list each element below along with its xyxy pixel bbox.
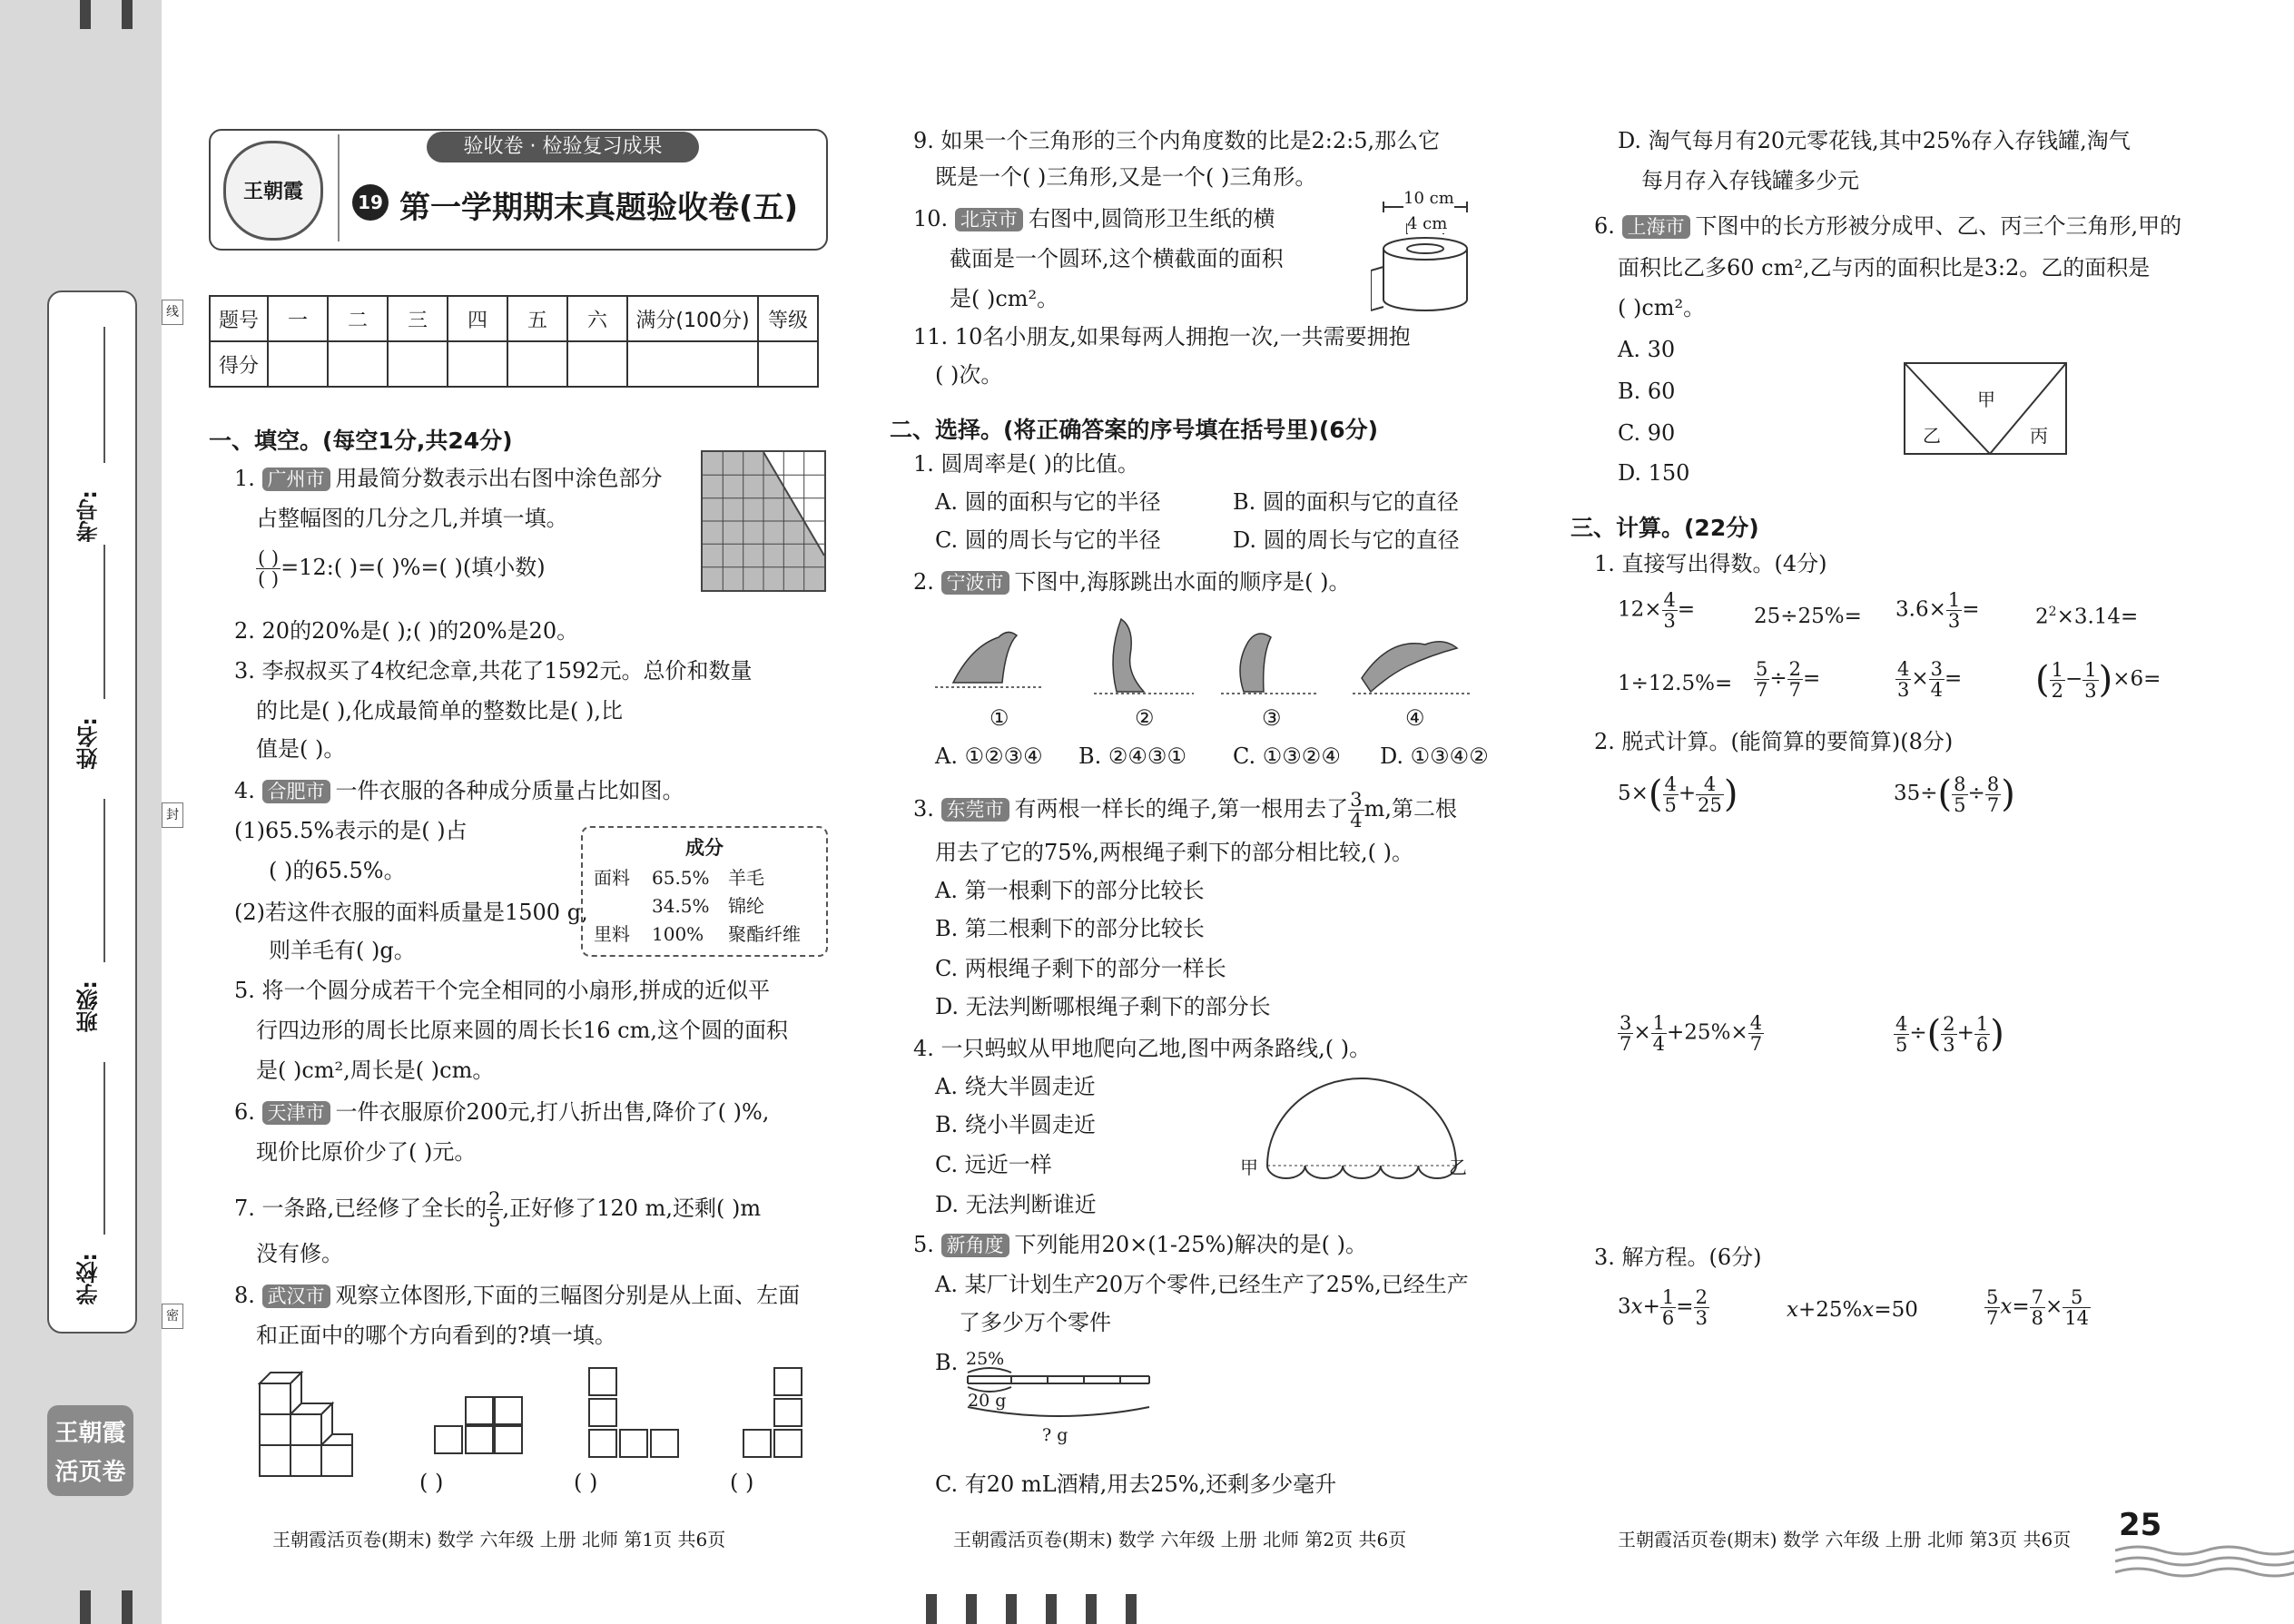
score-cell[interactable] [328,341,388,387]
toilet-roll-figure [1371,189,1480,314]
view-answer-3[interactable]: ( ) [730,1470,754,1495]
city-tag: 东莞市 [941,798,1009,822]
question-number: 8. [234,1283,255,1308]
choice-5-option-a-line-1[interactable]: A. 某厂计划生产20万个零件,已经生产了25%,已经生产 [935,1272,1469,1297]
choice-6-line-2: 面积比乙多60 cm²,乙与丙的面积比是3:2。乙的面积是 [1618,255,2151,281]
shaded-grid-figure [701,450,826,592]
composition-row [594,892,801,920]
calc-item-2[interactable]: 25÷25%= [1754,605,1862,628]
composition-percent: 65.5% [652,867,710,889]
question-number: 6. [1594,213,1615,239]
calc-part-2: 2. 脱式计算。(能简算的要简算)(8分) [1594,729,1954,754]
question-number: 6. [234,1099,255,1125]
inner-diameter-label: 4 cm [1407,214,1448,233]
calc-item-7[interactable]: $\frac{4}{3}$ × $\frac{3}{4}$ = [1897,658,1963,701]
composition-row [594,864,801,892]
solid-figure-svg [256,1367,356,1485]
question-7-line-2: 没有修。 [256,1241,343,1266]
registration-mark [1006,1594,1017,1624]
score-cell[interactable] [758,341,818,387]
semicircle-svg [1262,1075,1471,1184]
logo-text: 王朝霞 [242,181,303,203]
composition-row [594,920,801,949]
view-square [650,1429,679,1458]
question-2: 2. 20的20%是( );( )的20%是20。 [234,618,579,644]
seal-mark-seal: 封 [162,802,183,828]
brand-subtitle: 活页卷 [54,1459,126,1486]
choice-5-option-b[interactable]: B. [935,1350,959,1375]
brand-name: 王朝霞 [54,1420,126,1447]
question-10-line-2: 截面是一个圆环,这个横截面的面积 [950,246,1284,271]
calc-expression-4[interactable]: $\frac{4}{5}$ ÷( $\frac{2}{3}$ + $\frac{1}{6}$ ) [1895,1012,2004,1056]
fraction-numerator: ( ) [258,547,280,569]
choice-3-line-2: 用去了它的75%,两根绳子剩下的部分相比较,( )。 [935,840,1413,865]
view-square [465,1425,494,1454]
view-figure-3 [743,1367,815,1467]
calc-item-1[interactable]: 12× $\frac{4}{3}$ = [1618,589,1696,632]
paper-number-badge: 19 [352,184,389,221]
question-text: m,第二根 [1364,796,1457,822]
choice-6-option-c[interactable]: C. 90 [1618,420,1676,446]
dolphin-label-2: ② [1135,705,1155,731]
choice-4-option-c[interactable]: C. 远近一样 [935,1152,1052,1177]
name-line[interactable] [103,545,105,699]
registration-mark [1086,1594,1097,1624]
choice-3-option-b[interactable]: B. 第二根剩下的部分比较长 [935,916,1205,941]
class-line[interactable] [103,799,105,962]
view-square [494,1425,523,1454]
table-cell: 得分 [210,341,268,387]
choice-4: 4. 一只蚂蚁从甲地爬向乙地,图中两条路线,( )。 [913,1036,1372,1061]
table-header-cell: 满分(100分) [627,296,758,341]
table-header-cell: 四 [448,296,507,341]
registration-mark [926,1594,937,1624]
question-8-line-1 [234,1282,800,1309]
table-header-cell: 三 [388,296,448,341]
total-label: 20 g [968,1391,1007,1411]
question-4-part-1b: ( )的65.5%。 [269,858,406,883]
registration-mark [122,0,133,29]
choice-5-option-d-line-2: 每月存入存钱罐多少元 [1641,168,1859,193]
registration-mark [122,1590,133,1624]
choice-4-option-a[interactable]: A. 绕大半圆走近 [935,1074,1096,1099]
header-divider [338,134,340,241]
percent-label: 25% [966,1349,1005,1369]
composition-rows [594,864,801,949]
view-square [588,1429,617,1458]
question-11-line-2: ( )次。 [935,362,1003,388]
score-cell[interactable] [268,341,328,387]
view-square [588,1367,617,1396]
calc-item-5[interactable]: 1÷12.5%= [1618,672,1733,695]
registration-mark [80,1590,91,1624]
view-figure-2 [588,1367,679,1467]
region-label-a: 甲 [1977,389,1995,410]
brand-logo [223,141,323,241]
footer-page-1: 王朝霞活页卷(期末) 数学 六年级 上册 北师 第1页 共6页 [272,1529,726,1550]
calc-expression-1[interactable]: 5×( $\frac{4}{5}$ + $\frac{4}{25}$ ) [1618,773,1738,816]
outer-diameter-label: 10 cm [1403,189,1454,208]
question-11-line-1: 11. 10名小朋友,如果每两人拥抱一次,一共需要拥抱 [913,324,1411,349]
exam-number-line[interactable] [103,327,105,463]
question-3-line-3: 值是( )。 [256,736,346,762]
footer-page-3: 王朝霞活页卷(期末) 数学 六年级 上册 北师 第3页 共6页 [1618,1529,2072,1550]
grid-svg [703,452,824,590]
choice-5-option-c[interactable]: C. 有20 mL酒精,用去25%,还剩多少毫升 [935,1471,1337,1497]
view-square [434,1425,463,1454]
view-square [465,1396,494,1425]
choice-4-option-b[interactable]: B. 绕小半圆走近 [935,1112,1096,1137]
table-header-cell: 等级 [758,296,818,341]
section-choice: 二、选择。(将正确答案的序号填在括号里)(6分) [890,417,1379,443]
question-number: 5. [913,1232,934,1257]
choice-1-option-a[interactable]: A. 圆的面积与它的半径 [935,489,1161,515]
choice-2-option-a[interactable]: A. ①②③④ [935,743,1043,769]
question-number: 10. [913,206,949,231]
fraction-numerator: 3 [1350,789,1363,811]
paper-title: 第一学期期末真题验收卷(五) [399,190,799,226]
city-tag: 天津市 [262,1101,330,1125]
semicircle-paths-figure [1240,1075,1471,1184]
dolphin-svg [935,610,1480,701]
choice-6-option-a[interactable]: A. 30 [1618,337,1676,362]
question-text: ,正好修了120 m,还剩( )m [502,1196,762,1221]
composition-material: 锦纶 [728,895,764,917]
question-1-line-3 [256,548,546,589]
composition-percent: 34.5% [652,895,710,917]
dolphin-label-1: ① [989,705,1009,731]
seal-mark-secret: 密 [162,1304,183,1329]
registration-mark [80,0,91,29]
fraction-denominator: 4 [1350,810,1363,832]
dolphin-label-4: ④ [1405,705,1425,731]
score-cell[interactable] [627,341,758,387]
choice-3-option-c[interactable]: C. 两根绳子剩下的部分一样长 [935,956,1226,981]
question-text: 用最简分数表示出右图中涂色部分 [335,466,663,491]
table-header-cell: 五 [507,296,567,341]
question-1-line-2: 占整幅图的几分之几,并填一填。 [256,506,568,531]
question-number: 3. [913,796,934,822]
page-number: 25 [2119,1507,2162,1543]
answer-fraction[interactable] [256,548,281,589]
wave-decoration [2115,1543,2294,1580]
calc-item-6[interactable]: $\frac{5}{7}$ ÷ $\frac{2}{7}$ = [1756,658,1821,701]
registration-mark [1046,1594,1057,1624]
composition-material: 聚酯纤维 [728,923,801,945]
composition-part: 里料 [594,923,630,945]
view-square [773,1398,802,1427]
start-point-label: 甲 [1240,1156,1258,1178]
city-tag: 宁波市 [941,571,1009,595]
seal-mark-line: 线 [162,300,183,325]
dolphin-label-3: ③ [1262,705,1282,731]
rectangle-triangles-figure [1903,361,2068,456]
score-cell[interactable] [448,341,507,387]
composition-title: 成分 [685,837,724,859]
table-header-cell: 一 [268,296,328,341]
fraction [487,1189,502,1230]
brand-badge [47,1405,133,1496]
view-square [773,1367,802,1396]
question-5-line-3: 是( )cm²,周长是( )cm。 [256,1058,495,1083]
school-line[interactable] [103,1062,105,1235]
class-label: 班级: [76,980,102,1033]
choice-6-line-3: ( )cm²。 [1618,295,1706,320]
question-7-line-1 [234,1189,761,1230]
score-cell[interactable] [567,341,627,387]
choice-5-option-d-line-1[interactable]: D. 淘气每月有20元零花钱,其中25%存入存钱罐,淘气 [1618,128,2131,153]
view-square [494,1396,523,1425]
question-text: =12:( )=( )%=( )(填小数) [281,555,546,580]
question-number: 4. [234,778,255,803]
score-cell[interactable] [507,341,567,387]
question-10-line-3: 是( )cm²。 [950,286,1059,311]
calc-item-3[interactable]: 3.6× $\frac{1}{3}$ = [1895,589,1980,632]
section-fill-in: 一、填空。(每空1分,共24分) [209,428,513,454]
name-label: 姓名: [76,717,102,770]
calc-item-4[interactable]: $2^2\times 3.14=$ [2035,605,2139,629]
dolphin-figures [935,610,1480,701]
table-header-cell: 二 [328,296,388,341]
calc-part-3: 3. 解方程。(6分) [1594,1245,1762,1270]
choice-2-option-d[interactable]: D. ①③④② [1380,743,1489,769]
question-text: 下列能用20×(1-25%)解决的是( )。 [1014,1232,1367,1257]
question-3-line-1: 3. 李叔叔买了4枚纪念章,共花了1592元。总价和数量 [234,658,753,684]
question-text: 7. 一条路,已经修了全长的 [234,1196,487,1221]
view-square [619,1429,648,1458]
calc-expression-3[interactable]: $\frac{3}{7}$ × $\frac{1}{4}$ +25%× $\frac{4}{7}$ [1620,1012,1763,1055]
choice-3-option-a[interactable]: A. 第一根剩下的部分比较长 [935,878,1205,903]
question-9-line-2: 既是一个( )三角形,又是一个( )三角形。 [935,164,1317,190]
view-figure-1 [434,1396,525,1469]
equation-3[interactable]: $\frac{5}{7}$ x= $\frac{7}{8}$ × $\frac{5}{14}$ [1986,1286,2090,1329]
question-text: 下图中,海豚跳出水面的顺序是( )。 [1014,569,1351,595]
footer-page-2: 王朝霞活页卷(期末) 数学 六年级 上册 北师 第2页 共6页 [953,1529,1407,1550]
choice-2-option-b[interactable]: B. ②④③① [1078,743,1186,769]
choice-5-line-1 [913,1231,1367,1258]
view-answer-2[interactable]: ( ) [574,1470,598,1495]
wave-svg [2115,1543,2294,1580]
end-point-label: 乙 [1449,1156,1467,1178]
exam-number-label: 考号: [76,490,102,543]
choice-2-line-1 [913,568,1351,595]
question-8-line-2: 和正面中的哪个方向看到的?填一填。 [256,1323,616,1348]
city-tag: 武汉市 [262,1284,330,1308]
view-answer-1[interactable]: ( ) [419,1470,444,1495]
city-tag: 广州市 [262,468,330,491]
fraction [1348,790,1364,831]
score-cell[interactable] [388,341,448,387]
city-tag: 北京市 [955,208,1023,231]
score-row [210,341,818,387]
question-number: 2. [913,569,934,595]
composition-percent: 100% [652,923,704,945]
question-6-line-2: 现价比原价少了( )元。 [256,1139,477,1165]
calc-item-8[interactable]: ( $\frac{1}{2}$ − $\frac{1}{3}$ )×6= [2035,658,2161,702]
registration-mark [1126,1594,1137,1624]
toilet-roll-svg [1371,194,1480,314]
fraction-denominator: ( ) [258,568,280,590]
view-square [773,1429,802,1458]
table-header-cell: 六 [567,296,627,341]
score-header-row [210,296,818,341]
choice-4-option-d[interactable]: D. 无法判断谁近 [935,1192,1097,1217]
solid-figure [256,1367,356,1485]
composition-box [581,826,828,957]
question-4-part-1a: (1)65.5%表示的是( )占 [234,818,468,843]
registration-mark [966,1594,977,1624]
choice-1: 1. 圆周率是( )的比值。 [913,451,1139,477]
question-text: 下图中的长方形被分成甲、乙、丙三个三角形,甲的 [1695,213,2182,239]
unknown-label: ? g [1042,1425,1068,1445]
composition-material: 羊毛 [728,867,764,889]
choice-6-option-d[interactable]: D. 150 [1618,460,1690,486]
question-4-line-1 [234,777,684,804]
table-header-cell: 题号 [210,296,268,341]
bottom-registration-marks [926,1594,1144,1624]
choice-6-line-1 [1594,212,2181,240]
score-table [209,295,819,388]
city-tag: 合肥市 [262,780,330,803]
choice-1-option-b[interactable]: B. 圆的面积与它的直径 [1233,489,1459,515]
student-info-box [47,290,137,1334]
city-tag: 新角度 [941,1234,1009,1257]
question-text: 一件衣服原价200元,打八折出售,降价了( )%, [335,1099,770,1125]
question-text: 右图中,圆筒形卫生纸的横 [1028,206,1275,231]
question-text: 观察立体图形,下面的三幅图分别是从上面、左面 [335,1283,801,1308]
question-5-line-1: 5. 将一个圆分成若干个完全相同的小扇形,拼成的近似平 [234,978,771,1003]
question-1-line-1: 1. 广州市 用最简分数表示出右图中涂色部分 [234,466,663,491]
fraction-numerator: 2 [488,1188,501,1210]
calc-part-1: 1. 直接写出得数。(4分) [1594,551,1827,576]
question-3-line-2: 的比是( ),化成最简单的整数比是( ),比 [256,698,623,723]
section-calculation: 三、计算。(22分) [1570,515,1759,541]
choice-5-option-a-line-2: 了多少万个零件 [959,1310,1111,1335]
question-9-line-1: 9. 如果一个三角形的三个内角度数的比是2:2:5,那么它 [913,128,1441,153]
city-tag: 上海市 [1622,215,1690,239]
composition-part: 面料 [594,867,630,889]
equation-1[interactable]: 3x+ $\frac{1}{6}$ = $\frac{2}{3}$ [1618,1286,1708,1329]
view-square [588,1398,617,1427]
choice-3-option-d[interactable]: D. 无法判断哪根绳子剩下的部分长 [935,994,1271,1019]
choice-1-option-c[interactable]: C. 圆的周长与它的半径 [935,527,1161,553]
choice-1-option-d[interactable]: D. 圆的周长与它的直径 [1233,527,1460,553]
banner: 验收卷 · 检验复习成果 [427,132,699,162]
line-diagram [964,1349,1164,1458]
question-text: 一件衣服的各种成分质量占比如图。 [335,778,684,803]
equation-2[interactable]: x+25%x=50 [1787,1298,1918,1322]
choice-2-option-c[interactable]: C. ①③②④ [1233,743,1341,769]
school-label: 学校: [76,1253,102,1305]
question-5-line-2: 行四边形的周长比原来圆的周长长16 cm,这个圆的面积 [256,1018,788,1043]
region-label-c: 丙 [2030,425,2048,447]
question-6-line-1 [234,1098,769,1126]
question-4-part-2a: (2)若这件衣服的面料质量是1500 g, [234,900,588,925]
fraction-denominator: 5 [488,1209,501,1231]
calc-expression-2[interactable]: 35÷( $\frac{8}{5}$ ÷ $\frac{8}{7}$ ) [1894,773,2015,816]
choice-6-option-b[interactable]: B. 60 [1618,379,1676,404]
region-label-b: 乙 [1923,425,1941,447]
question-4-part-2b: 则羊毛有( )g。 [269,938,416,963]
view-square [743,1429,772,1458]
choice-3-line-1 [913,790,1457,831]
question-text: 有两根一样长的绳子,第一根用去了 [1014,796,1349,822]
question-10-line-1 [913,205,1275,232]
